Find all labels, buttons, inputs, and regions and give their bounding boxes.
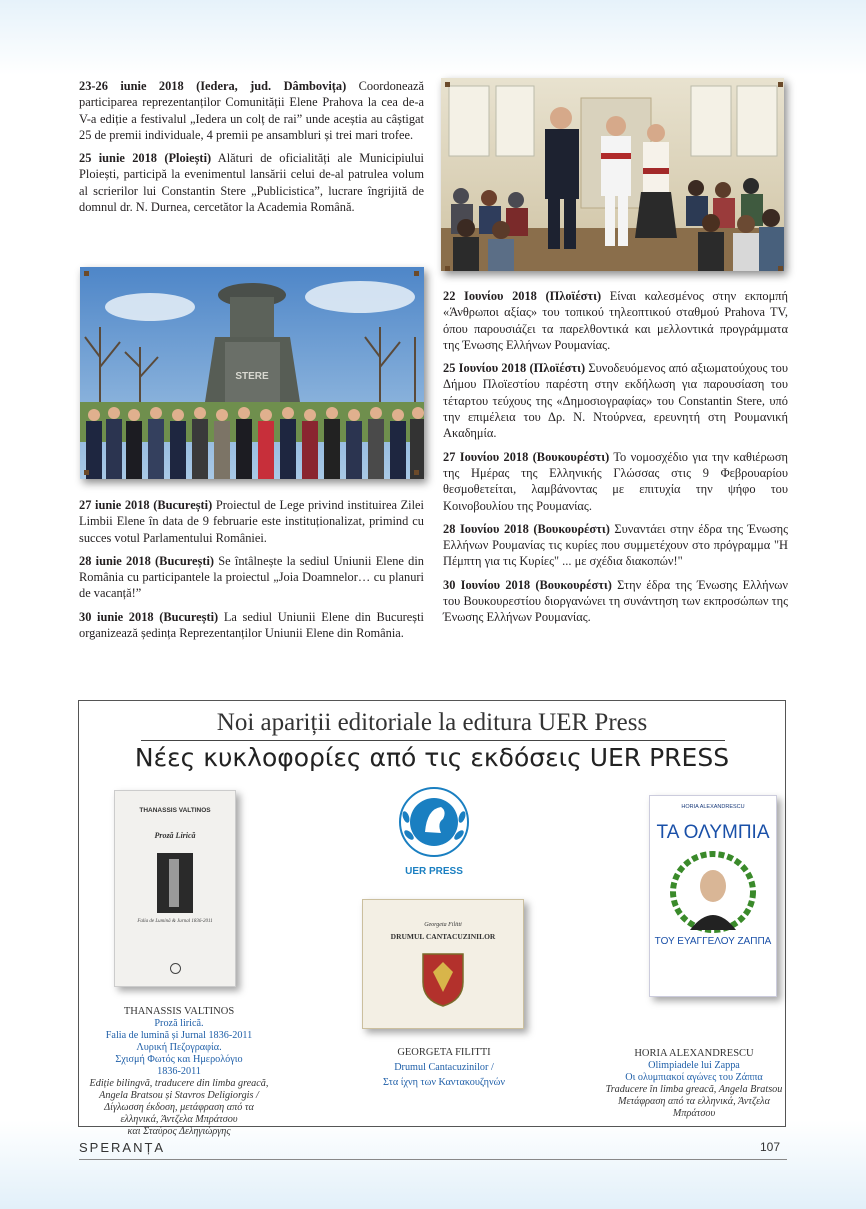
book3-caption-author: HORIA ALEXANDRESCU xyxy=(634,1048,754,1059)
caption-line: 1836-2011 xyxy=(157,1066,201,1077)
photo-corner-dot xyxy=(778,266,783,271)
photo-corner-dot xyxy=(84,271,89,276)
left-column-bottom xyxy=(79,497,424,648)
news-entry xyxy=(79,553,424,602)
page-number: 107 xyxy=(760,1140,781,1154)
book1-caption xyxy=(89,1006,269,1138)
book1-caption-titles xyxy=(89,1018,269,1078)
coat-of-arms-icon xyxy=(419,948,467,1008)
entry-date-location: 30 Ιουνίου 2018 (Βουκουρέστι) xyxy=(443,577,612,592)
news-entry xyxy=(443,521,788,570)
book3-cover-title2: ΤΟΥ ΕΥΑΓΓΕΛΟΥ ΖΑΠΠΑ xyxy=(654,936,772,947)
new-releases-box xyxy=(78,700,786,1137)
news-entry xyxy=(443,577,788,626)
news-entry xyxy=(443,288,788,353)
book1-cover-subtitle: Falia de Lumină & Jurnal 1836-2011 xyxy=(137,919,213,924)
entry-date-location: 30 iunie 2018 (București) xyxy=(79,609,219,624)
caption-line: Ediție bilingvă, traducere din limba greacă, xyxy=(89,1078,269,1089)
book3-cover-title1: ΤΑ ΟΛΥΜΠΙΑ xyxy=(656,822,770,843)
laurel-logo-icon xyxy=(397,787,471,861)
entry-text: Proiectul de Lege privind instituirea Zilei Limbii Elene în data de 9 februarie este instituționalizat, primind cu succes votul Parlamentului României. xyxy=(79,498,424,545)
caption-line: Στα ίχνη των Καντακουζηνών xyxy=(383,1077,505,1088)
caption-line: και Σταύρος Δεληγιώργης xyxy=(127,1126,231,1137)
section-title-ro: Noi apariții editoriale la editura UER Press xyxy=(216,709,648,736)
book2-cover-author: Georgeta Filitti xyxy=(424,922,462,928)
caption-line: Μετάφραση από τα ελληνικά, Άντζελα xyxy=(618,1096,770,1107)
footer-divider xyxy=(79,1159,787,1160)
caption-line: ελληνικά, Άντζελα Μπράτσου xyxy=(120,1114,238,1125)
book2-caption xyxy=(349,1045,539,1090)
statue-inscription: STERE xyxy=(235,371,269,382)
entry-date-location: 28 iunie 2018 (București) xyxy=(79,553,215,568)
uer-press-logo xyxy=(397,787,471,877)
caption-line: Angela Bratsou și Stavros Deligiorgis / xyxy=(99,1090,259,1101)
title-divider xyxy=(141,740,725,741)
news-entry xyxy=(79,150,424,215)
book1-cover-title: Proză Lirică xyxy=(154,831,196,840)
book3-caption-details xyxy=(601,1084,787,1120)
entry-text: Συναντάει στην έδρα της Ένωσης Ελλήνων Ρουμανίας τις κυρίες που συμμετέχουν στο πρόγραμμα "Η Πέμπτη για τις Κυρίες" ... με σχέδια διακοπών!" xyxy=(443,521,788,569)
caption-line: Drumul Cantacuzinilor / xyxy=(394,1062,494,1073)
news-entry xyxy=(443,360,788,441)
entry-text: Coordonează participarea reprezentanților Comunității Elene Prahova la cea de-a V-a ediție a festivalul „Iedera un colț de rai” unde aceștia au câștigat 25 de premii individuale, 4 premii pe ansambluri și trei mari trofee. xyxy=(79,79,424,142)
right-column xyxy=(443,288,788,633)
caption-line: Proză lirică. xyxy=(154,1018,204,1029)
news-entry xyxy=(79,609,424,642)
book2-cover-title: DRUMUL CANTACUZINILOR xyxy=(390,932,496,941)
book1-cover-author: THANASSIS VALTINOS xyxy=(139,807,211,814)
magazine-name: SPERANȚA xyxy=(79,1140,166,1155)
entry-text: La sediul Uniunii Elene din București organizează ședința Reprezentanților Uniunii Elene din România. xyxy=(79,609,424,641)
entry-text: Στην έδρα της Ένωσης Ελλήνων του Βουκουρεστίου διοργανώνει τη συνάντηση των εκπροσώπων της Ένωσης Ελλήνων Ρουμανίας. xyxy=(443,577,788,625)
entry-text: Συνοδευόμενος από αξιωματούχους του Δήμου Πλοϊεστίου παρέστη στην εκδήλωση για παρουσίαση του τέταρτου τεύχους της «Δημοσιογραφίας» του Constantin Stere, υπό την επιμέλεια του Δρ. Ν. Ντούρνεα, ερευνητή στη Ρουμανική Ακαδημία. xyxy=(443,361,788,441)
book3-cover xyxy=(649,795,777,997)
entry-text: Se întâlnește la sediul Uniunii Elene din România cu participantele la proiectul „Joia Doamnelor… cu planuri de vacanță!” xyxy=(79,553,424,601)
photo-corner-dot xyxy=(778,82,783,87)
statue-ceremony-photo xyxy=(80,267,424,479)
entry-text: Το νομοσχέδιο για την καθιέρωση της Ημέρας της Ελληνικής Γλώσσας στις 9 Φεβρουαρίου θεσμοθετείται, λαμβάνοντας με επιτυχία την ψήφο του Κοινοβουλίου της Ρουμανίας. xyxy=(443,449,788,513)
photo-corner-dot xyxy=(84,470,89,475)
entry-date-location: 25 Ιουνίου 2018 (Πλοϊέστι) xyxy=(443,361,586,376)
photo-corner-dot xyxy=(445,266,450,271)
book3-caption xyxy=(601,1048,787,1120)
entry-text: Alături de oficialități ale Municipiului Ploiești, participă la evenimentul lansării celui de-al patrulea volum al scrierilor lui Constantin Stere „Publicistica”, lucrare îngrijită de domnul dr. N. Durnea, cercetător la Academia Română. xyxy=(79,151,424,215)
book3-caption-titles xyxy=(601,1060,787,1084)
event-hall-photo xyxy=(441,78,784,271)
left-column-top xyxy=(79,78,424,222)
photo-corner-dot xyxy=(414,271,419,276)
book1-caption-details xyxy=(89,1078,269,1138)
book1-cover-image xyxy=(157,853,193,913)
news-entry xyxy=(79,78,424,143)
news-entry xyxy=(79,497,424,546)
entry-date-location: 28 Ιουνίου 2018 (Βουκουρέστι) xyxy=(443,521,610,536)
caption-line: Οι ολυμπιακοί αγώνες του Ζάππα xyxy=(625,1072,763,1083)
book2-caption-author: GEORGETA FILITTI xyxy=(397,1047,491,1058)
book2-cover xyxy=(362,899,524,1029)
entry-date-location: 22 Ιουνίου 2018 (Πλοϊέστι) xyxy=(443,289,602,303)
book3-cover-author: HORIA ALEXANDRESCU xyxy=(681,804,745,810)
uer-press-logo-text: UER PRESS xyxy=(405,866,463,877)
wreath-portrait-icon xyxy=(668,850,758,934)
section-title-gr: Νέες κυκλοφορίες από τις εκδόσεις UER PRESS xyxy=(134,743,730,772)
entry-date-location: 25 iunie 2018 (Ploiești) xyxy=(79,151,212,166)
caption-line: Δίγλωσση έκδοση, μετάφραση από τα xyxy=(104,1102,254,1113)
book2-caption-titles xyxy=(349,1060,539,1090)
news-entry xyxy=(443,449,788,514)
photo-corner-dot xyxy=(445,82,450,87)
caption-line: Traducere în limba greacă, Angela Bratsou xyxy=(605,1084,783,1095)
entry-date-location: 27 iunie 2018 (București) xyxy=(79,498,213,512)
photo-corner-dot xyxy=(414,470,419,475)
entry-date-location: 23-26 iunie 2018 (Iedera, jud. Dâmbovița) xyxy=(79,79,347,93)
caption-line: Σχισμή Φωτός και Ημερολόγιο xyxy=(115,1054,243,1065)
caption-line: Λυρική Πεζογραφία. xyxy=(136,1042,222,1053)
book1-cover xyxy=(114,790,236,987)
entry-text: Είναι καλεσμένος στην εκπομπή «Άνθρωποι αξίας» του τοπικού τηλεοπτικού σταθμού Prahova TV, όπου παρουσιάζει τα παρελθοντικά και μελλοντικά προγράμματα της Ένωσης Ελλήνων Ρουμανίας. xyxy=(443,289,788,352)
caption-line: Falia de lumină și Jurnal 1836-2011 xyxy=(105,1030,253,1041)
caption-line: Μπράτσου xyxy=(672,1108,716,1119)
book1-caption-author: THANASSIS VALTINOS xyxy=(123,1006,235,1017)
entry-date-location: 27 Ιουνίου 2018 (Βουκουρέστι) xyxy=(443,449,610,464)
book1-publisher-icon xyxy=(170,963,181,974)
caption-line: Olimpiadele lui Zappa xyxy=(648,1060,740,1071)
